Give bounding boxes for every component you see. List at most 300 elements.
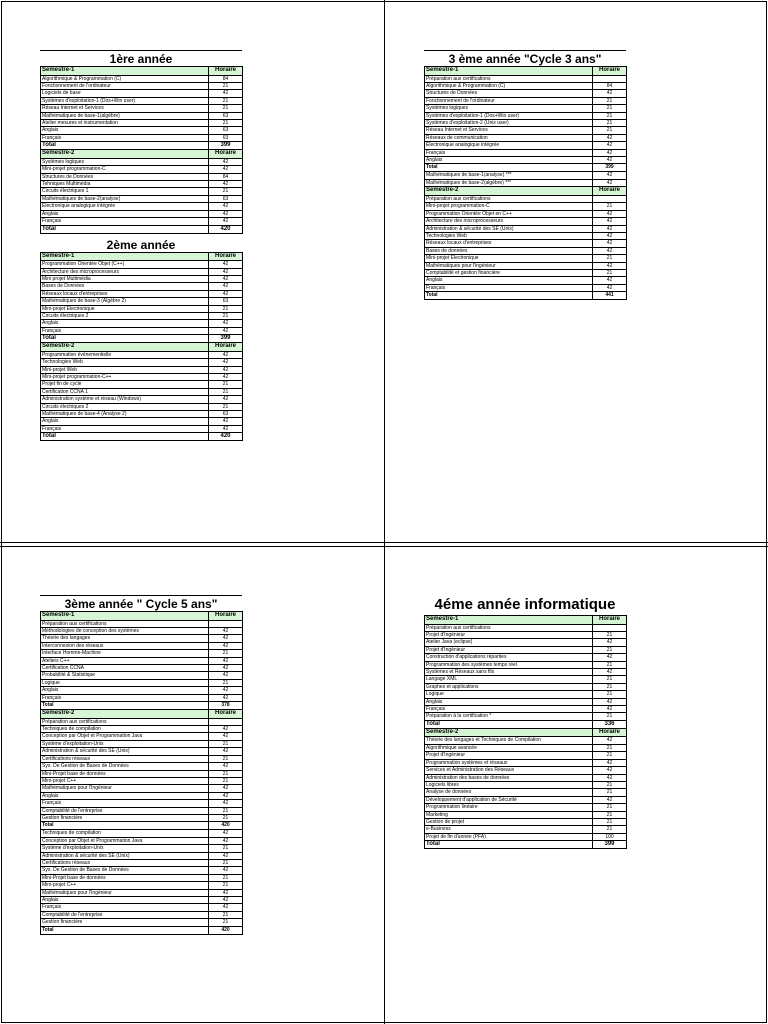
table-row xyxy=(425,683,627,690)
course-name: Français xyxy=(425,149,593,156)
course-name: Techniques de compilation xyxy=(41,830,209,837)
table-row xyxy=(41,327,243,334)
course-name: Algorithmique & Programmation (C) xyxy=(425,83,593,90)
course-name: Graphes et applications xyxy=(425,683,593,690)
table-row xyxy=(425,127,627,134)
course-hours: 21 xyxy=(209,312,243,319)
course-name: Semestre-2 xyxy=(425,728,593,737)
total-row xyxy=(41,702,243,710)
course-name: Systèmes d'exploitation-1 (Dos+Win user) xyxy=(41,97,209,104)
table-row xyxy=(41,166,243,173)
course-hours: 42 xyxy=(209,166,243,173)
table-row xyxy=(41,904,243,911)
course-hours: 42 xyxy=(209,657,243,664)
table-row xyxy=(425,225,627,232)
table-row xyxy=(41,425,243,432)
course-hours: 21 xyxy=(593,120,627,127)
table-row xyxy=(41,290,243,297)
table-row xyxy=(41,911,243,918)
course-hours: 42 xyxy=(209,852,243,859)
course-hours: Horaire xyxy=(209,710,243,719)
course-name: Programmation des systèmes temps réel xyxy=(425,661,593,668)
course-hours: 42 xyxy=(209,726,243,733)
course-hours: 21 xyxy=(593,752,627,759)
course-hours: 42 xyxy=(209,867,243,874)
course-hours: 21 xyxy=(209,874,243,881)
course-name: Logique xyxy=(425,691,593,698)
table-row xyxy=(425,172,627,179)
semester-header-row xyxy=(41,612,243,621)
course-hours: 42 xyxy=(209,763,243,770)
course-name: Total xyxy=(425,164,593,172)
course-hours: 63 xyxy=(209,195,243,202)
table-row xyxy=(41,411,243,418)
course-name: Mathématiques de base-3 (Algèbre 2) xyxy=(41,298,209,305)
table-row xyxy=(41,770,243,777)
course-hours: 42 xyxy=(209,418,243,425)
table-row xyxy=(41,388,243,395)
table-row xyxy=(41,837,243,844)
course-name: Total xyxy=(41,335,209,343)
quadrant-3 xyxy=(40,595,242,935)
course-name: Mathématiques pour l'Ingénieur xyxy=(41,785,209,792)
course-hours: 63 xyxy=(209,112,243,119)
table-row xyxy=(41,830,243,837)
course-name: Comptabilité et gestion financière xyxy=(425,269,593,276)
course-hours: 42 xyxy=(209,359,243,366)
table-row xyxy=(425,669,627,676)
course-name: Atelier Java (eclipse) xyxy=(425,639,593,646)
table-row xyxy=(41,657,243,664)
course-name: Probabilité & Statistique xyxy=(41,672,209,679)
course-name: Total xyxy=(41,433,209,441)
course-hours: 63 xyxy=(209,411,243,418)
table-row xyxy=(41,748,243,755)
course-name: Réseaux locaux d'entreprises xyxy=(425,240,593,247)
course-hours: 42 xyxy=(209,687,243,694)
course-name: Algorithmique avancée xyxy=(425,744,593,751)
table-row xyxy=(425,826,627,833)
course-name: Ateliers C++ xyxy=(41,657,209,664)
course-name: Semestre-1 xyxy=(41,612,209,621)
course-hours: 399 xyxy=(593,841,627,849)
course-name: Technologies Web xyxy=(41,359,209,366)
table-row xyxy=(41,635,243,642)
semester-header-row xyxy=(41,710,243,719)
year3-cycle5-title: 3ème année " Cycle 5 ans" xyxy=(64,597,218,611)
table-row xyxy=(41,665,243,672)
course-name: Anglais xyxy=(41,127,209,134)
table-row xyxy=(41,312,243,319)
course-name: Administration système et réseau (Windows) xyxy=(41,396,209,403)
year1-title: 1ère année xyxy=(109,52,173,66)
course-name: Projet d'Ingénieur xyxy=(425,632,593,639)
course-hours: 21 xyxy=(209,83,243,90)
year3-cycle3-table xyxy=(424,66,627,300)
table-row xyxy=(425,142,627,149)
course-hours: 42 xyxy=(209,889,243,896)
course-name: Semestre-1 xyxy=(425,67,593,76)
table-row xyxy=(41,650,243,657)
course-name: Réseau Internet et Services xyxy=(425,127,593,134)
course-hours: 21 xyxy=(209,381,243,388)
semester-header-row xyxy=(41,252,243,261)
course-name: Projet d'Ingénieur xyxy=(425,752,593,759)
course-hours: 42 xyxy=(593,654,627,661)
course-name: Français xyxy=(41,904,209,911)
course-name: Semestre-2 xyxy=(41,710,209,719)
course-hours: 336 xyxy=(593,720,627,728)
course-name: Réseau Internet et Services xyxy=(41,105,209,112)
table-row xyxy=(41,755,243,762)
course-hours: 42 xyxy=(209,642,243,649)
course-hours: 21 xyxy=(593,683,627,690)
course-hours: 21 xyxy=(593,269,627,276)
table-row xyxy=(41,396,243,403)
table-row xyxy=(41,195,243,202)
course-hours: 42 xyxy=(209,268,243,275)
course-hours: 420 xyxy=(209,433,243,441)
course-name: Certification CCNA xyxy=(41,665,209,672)
course-name: Fonctionnement de l'ordinateur xyxy=(41,83,209,90)
semester-header-row xyxy=(425,67,627,76)
course-name: Logiciels libres xyxy=(425,781,593,788)
course-hours: 42 xyxy=(209,373,243,380)
course-hours: 21 xyxy=(209,388,243,395)
course-name: Atelier mesures et instrumentation xyxy=(41,120,209,127)
course-hours: 378 xyxy=(209,702,243,710)
table-row xyxy=(425,767,627,774)
table-row xyxy=(41,210,243,217)
course-hours: 21 xyxy=(209,403,243,410)
course-hours: 42 xyxy=(209,366,243,373)
semester-header-row xyxy=(425,616,627,625)
table-row xyxy=(425,713,627,720)
table-row xyxy=(41,642,243,649)
table-row xyxy=(41,112,243,119)
year3-cycle3-title: 3 ème année "Cycle 3 ans" xyxy=(448,52,602,66)
course-hours: 42 xyxy=(593,796,627,803)
course-name: Certifications réseaux xyxy=(41,859,209,866)
table-row xyxy=(41,366,243,373)
course-name: Gestion de projet xyxy=(425,818,593,825)
course-hours: Horaire xyxy=(209,343,243,352)
course-hours: 21 xyxy=(593,691,627,698)
course-name: Préparation aux certifications xyxy=(425,195,593,202)
course-hours: 42 xyxy=(593,172,627,179)
course-name: Semestre-2 xyxy=(425,187,593,196)
table-row xyxy=(41,777,243,784)
course-hours: 63 xyxy=(209,298,243,305)
table-row xyxy=(41,120,243,127)
semester-header-row xyxy=(41,343,243,352)
table-row xyxy=(425,247,627,254)
course-hours: 42 xyxy=(593,232,627,239)
course-hours: Horaire xyxy=(209,612,243,621)
course-name: Mini-projet Electronique xyxy=(41,305,209,312)
course-hours: 441 xyxy=(593,292,627,300)
table-row xyxy=(41,800,243,807)
course-hours: 42 xyxy=(209,290,243,297)
table-row xyxy=(41,718,243,725)
course-name: Analyse de données xyxy=(425,789,593,796)
table-row xyxy=(425,240,627,247)
table-row xyxy=(425,284,627,291)
table-row xyxy=(425,97,627,104)
table-row xyxy=(425,277,627,284)
course-name: Marketing xyxy=(425,811,593,818)
course-name: Mini-projet C++ xyxy=(41,882,209,889)
table-row xyxy=(41,807,243,814)
course-name: Circuits électriques 1 xyxy=(41,188,209,195)
table-row xyxy=(425,83,627,90)
course-name: Technologies Web xyxy=(425,232,593,239)
total-row xyxy=(425,841,627,849)
table-row xyxy=(425,737,627,744)
table-row xyxy=(41,845,243,852)
year2-table xyxy=(40,252,243,442)
course-name: Gestion financière xyxy=(41,919,209,926)
course-name: Semestre-2 xyxy=(41,343,209,352)
course-name: Tehniques Multimédia xyxy=(41,181,209,188)
table-row xyxy=(425,218,627,225)
table-row xyxy=(41,275,243,282)
table-row xyxy=(425,833,627,840)
quadrant-1 xyxy=(40,50,242,441)
course-hours: 42 xyxy=(209,748,243,755)
course-hours: 21 xyxy=(593,127,627,134)
table-row xyxy=(425,781,627,788)
course-hours: 42 xyxy=(593,262,627,269)
total-row xyxy=(41,225,243,233)
table-row xyxy=(41,897,243,904)
course-name: Total xyxy=(41,702,209,710)
table-row xyxy=(425,818,627,825)
table-row xyxy=(425,789,627,796)
course-name: Bases de données xyxy=(425,247,593,254)
course-hours: 63 xyxy=(209,127,243,134)
table-row xyxy=(425,646,627,653)
course-hours: 42 xyxy=(209,218,243,225)
table-row xyxy=(425,149,627,156)
course-hours: 42 xyxy=(209,351,243,358)
course-hours: 42 xyxy=(209,327,243,334)
course-name: Systèmes d'exploitation-1 (Dos+Win user) xyxy=(425,112,593,119)
course-hours: 42 xyxy=(593,90,627,97)
course-hours: 42 xyxy=(593,157,627,164)
course-name: Mathématiques de base-2(algèbre) *** xyxy=(425,179,593,186)
course-hours: 21 xyxy=(593,255,627,262)
semester-header-row xyxy=(425,187,627,196)
course-name: Anglais xyxy=(41,320,209,327)
course-name: Théorie des langages et Techniques de Compilation xyxy=(425,737,593,744)
course-name: Langage XML xyxy=(425,676,593,683)
course-name: Projet d'Ingénieur xyxy=(425,646,593,653)
total-row xyxy=(425,164,627,172)
course-hours: 42 xyxy=(593,706,627,713)
course-name: Anglais xyxy=(425,698,593,705)
course-hours: 399 xyxy=(593,164,627,172)
semester-header-row xyxy=(41,67,243,76)
course-hours: 42 xyxy=(593,225,627,232)
title-rule xyxy=(40,50,242,51)
course-name: Programmation événementielle xyxy=(41,351,209,358)
total-row xyxy=(425,720,627,728)
course-name: Mini-Projet base de données xyxy=(41,874,209,881)
course-name: Fonctionnement de l'ordinateur xyxy=(425,97,593,104)
course-name: Mathématiques de base-1(analyse) *** xyxy=(425,172,593,179)
course-hours: 42 xyxy=(209,90,243,97)
title-rule xyxy=(40,595,242,596)
course-hours: 21 xyxy=(209,120,243,127)
table-row xyxy=(41,814,243,821)
course-hours: 42 xyxy=(209,694,243,701)
course-hours: 42 xyxy=(593,210,627,217)
course-hours: 21 xyxy=(209,97,243,104)
table-row xyxy=(41,852,243,859)
course-hours: 42 xyxy=(593,284,627,291)
course-hours: 21 xyxy=(209,770,243,777)
course-hours: 42 xyxy=(209,396,243,403)
course-name: Architecture des microprocesseurs xyxy=(425,218,593,225)
course-hours: 21 xyxy=(209,188,243,195)
course-name: Logiciels de base xyxy=(41,90,209,97)
course-name: Mini-Projet base de données xyxy=(41,770,209,777)
course-hours: 21 xyxy=(593,826,627,833)
course-hours: 21 xyxy=(593,97,627,104)
course-name: Préparation à la certification * xyxy=(425,713,593,720)
table-row xyxy=(41,867,243,874)
course-hours xyxy=(209,718,243,725)
course-hours: 21 xyxy=(209,305,243,312)
course-name: Réseaux locaux d'entreprises xyxy=(41,290,209,297)
course-name: Système d'exploitation-Unix xyxy=(41,845,209,852)
course-name: Interconnexion des réseaux xyxy=(41,642,209,649)
table-row xyxy=(41,134,243,141)
course-hours: 21 xyxy=(593,203,627,210)
table-row xyxy=(41,785,243,792)
course-hours: 42 xyxy=(593,639,627,646)
course-hours: 21 xyxy=(593,804,627,811)
course-name: Anglais xyxy=(425,277,593,284)
course-hours: 42 xyxy=(209,665,243,672)
course-hours: 21 xyxy=(593,632,627,639)
course-name: Programmation Orientée Objet en C++ xyxy=(425,210,593,217)
table-row xyxy=(41,694,243,701)
course-hours xyxy=(593,195,627,202)
year2-title: 2ème année xyxy=(106,237,176,252)
course-name: Théorie des langages xyxy=(41,635,209,642)
course-name: Programmation systèmes et réseaux xyxy=(425,759,593,766)
course-name: Systèmes logiques xyxy=(425,105,593,112)
course-name: Architecture des microprocesseurs xyxy=(41,268,209,275)
course-name: Total xyxy=(425,841,593,849)
course-hours: 42 xyxy=(593,179,627,186)
year3-cycle5-table xyxy=(40,611,243,935)
course-name: Interface Homme-Machine xyxy=(41,650,209,657)
course-hours: 42 xyxy=(209,733,243,740)
table-row xyxy=(41,173,243,180)
course-hours: 21 xyxy=(593,811,627,818)
course-name: Anglais xyxy=(41,897,209,904)
table-row xyxy=(425,624,627,631)
course-hours xyxy=(593,75,627,82)
course-name: Services et Administration des Réseaux xyxy=(425,767,593,774)
course-hours: 42 xyxy=(593,149,627,156)
table-row xyxy=(425,676,627,683)
course-name: Conception par Objet et Programmation Java xyxy=(41,733,209,740)
course-name: Anglais xyxy=(41,687,209,694)
course-name: Structures de Données xyxy=(41,173,209,180)
table-row xyxy=(41,679,243,686)
course-hours: 21 xyxy=(593,105,627,112)
course-name: Français xyxy=(41,694,209,701)
table-row xyxy=(41,261,243,268)
course-name: Sys. De Gestion de Bases de Données xyxy=(41,763,209,770)
table-row xyxy=(425,120,627,127)
table-row xyxy=(425,804,627,811)
table-row xyxy=(425,255,627,262)
course-hours: 42 xyxy=(209,283,243,290)
year4-title: 4éme année informatique xyxy=(434,596,616,613)
table-row xyxy=(41,181,243,188)
table-row xyxy=(425,796,627,803)
table-row xyxy=(41,403,243,410)
course-name: Total xyxy=(41,822,209,830)
course-hours: 21 xyxy=(593,818,627,825)
course-hours: 21 xyxy=(209,911,243,918)
course-hours: 42 xyxy=(593,247,627,254)
table-row xyxy=(425,752,627,759)
course-hours: Horaire xyxy=(593,728,627,737)
table-row xyxy=(41,283,243,290)
table-row xyxy=(425,269,627,276)
course-hours xyxy=(593,624,627,631)
course-hours: 42 xyxy=(209,837,243,844)
course-name: Total xyxy=(425,292,593,300)
course-hours: 21 xyxy=(209,755,243,762)
table-row xyxy=(41,726,243,733)
horizontal-divider-2 xyxy=(0,546,768,547)
table-row xyxy=(425,105,627,112)
table-row xyxy=(41,127,243,134)
course-hours: 21 xyxy=(209,845,243,852)
course-hours: 420 xyxy=(209,822,243,830)
course-name: Conception par Objet et Programmation Java xyxy=(41,837,209,844)
course-hours: 42 xyxy=(593,774,627,781)
course-hours: 42 xyxy=(593,240,627,247)
course-hours: 42 xyxy=(593,737,627,744)
table-row xyxy=(425,203,627,210)
course-name: Mini-projet C++ xyxy=(41,777,209,784)
course-hours: 399 xyxy=(209,142,243,150)
table-row xyxy=(425,811,627,818)
course-hours: 21 xyxy=(593,789,627,796)
course-hours: 42 xyxy=(209,320,243,327)
course-name: Gestion financière xyxy=(41,814,209,821)
table-row xyxy=(425,744,627,751)
course-name: e-Business xyxy=(425,826,593,833)
course-hours: 21 xyxy=(593,112,627,119)
course-name: Français xyxy=(41,425,209,432)
course-name: Structures de Données xyxy=(425,90,593,97)
course-name: Préparation aux certifications xyxy=(41,620,209,627)
course-name: Total xyxy=(41,926,209,934)
table-row xyxy=(41,218,243,225)
course-hours: 42 xyxy=(209,904,243,911)
course-name: Certifications réseaux xyxy=(41,755,209,762)
table-row xyxy=(425,75,627,82)
